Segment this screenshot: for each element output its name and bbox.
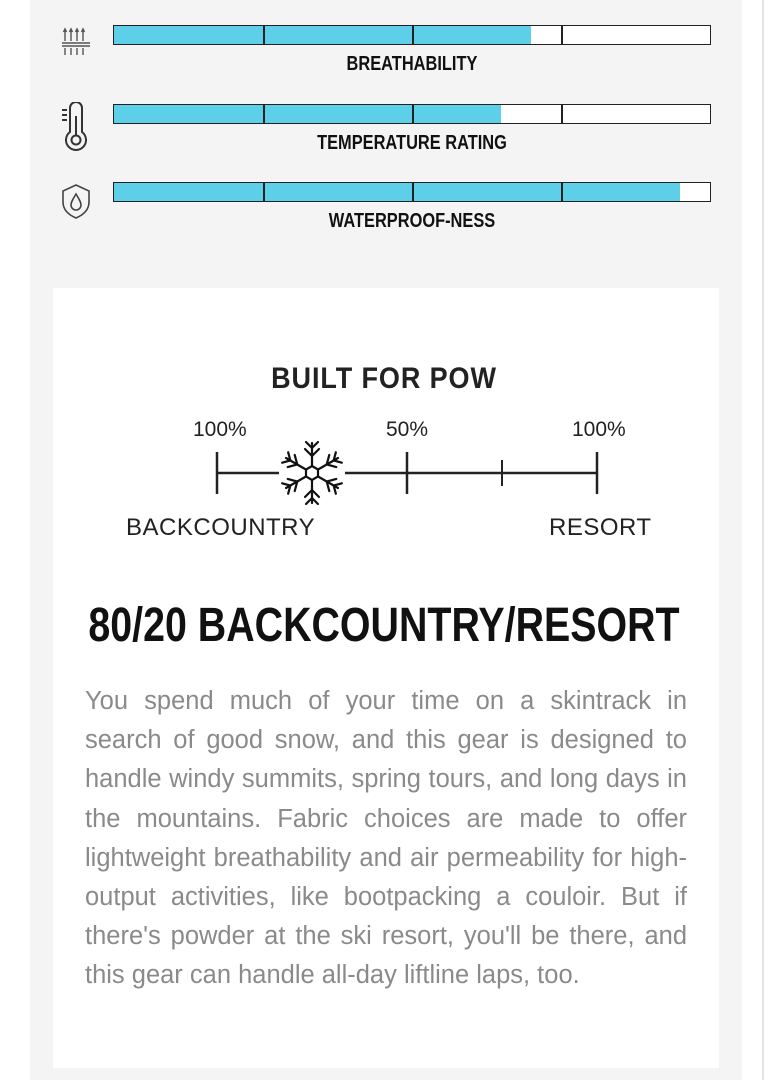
rating-label: WATERPROOF-NESS xyxy=(328,210,496,232)
built-for-title: BUILT FOR POW xyxy=(271,362,497,395)
rating-label: BREATHABILITY xyxy=(346,53,478,75)
scale-right-label: RESORT xyxy=(549,514,652,541)
usage-headline: 80/20 BACKCOUNTRY/RESORT xyxy=(88,599,680,652)
scale-right-percent: 100% xyxy=(572,418,626,441)
usage-scale xyxy=(0,0,768,520)
rating-label: TEMPERATURE RATING xyxy=(317,132,507,154)
scale-left-label: BACKCOUNTRY xyxy=(126,514,316,541)
scale-mid-percent: 50% xyxy=(386,418,429,441)
snowflake-icon xyxy=(279,440,345,506)
scale-left-percent: 100% xyxy=(193,418,247,441)
usage-description: You spend much of your time on a skintrack in search of good snow, and this gear is designed to handle windy summits, spring tours, and long days in the mountains. Fabric choices are made to offer lightweight breathability and air permeability for high-output activities, like bootpacking a couloir. But if there's powder at the ski resort, you'll be there, and this gear can handle all-day liftline laps, too. xyxy=(85,687,687,990)
